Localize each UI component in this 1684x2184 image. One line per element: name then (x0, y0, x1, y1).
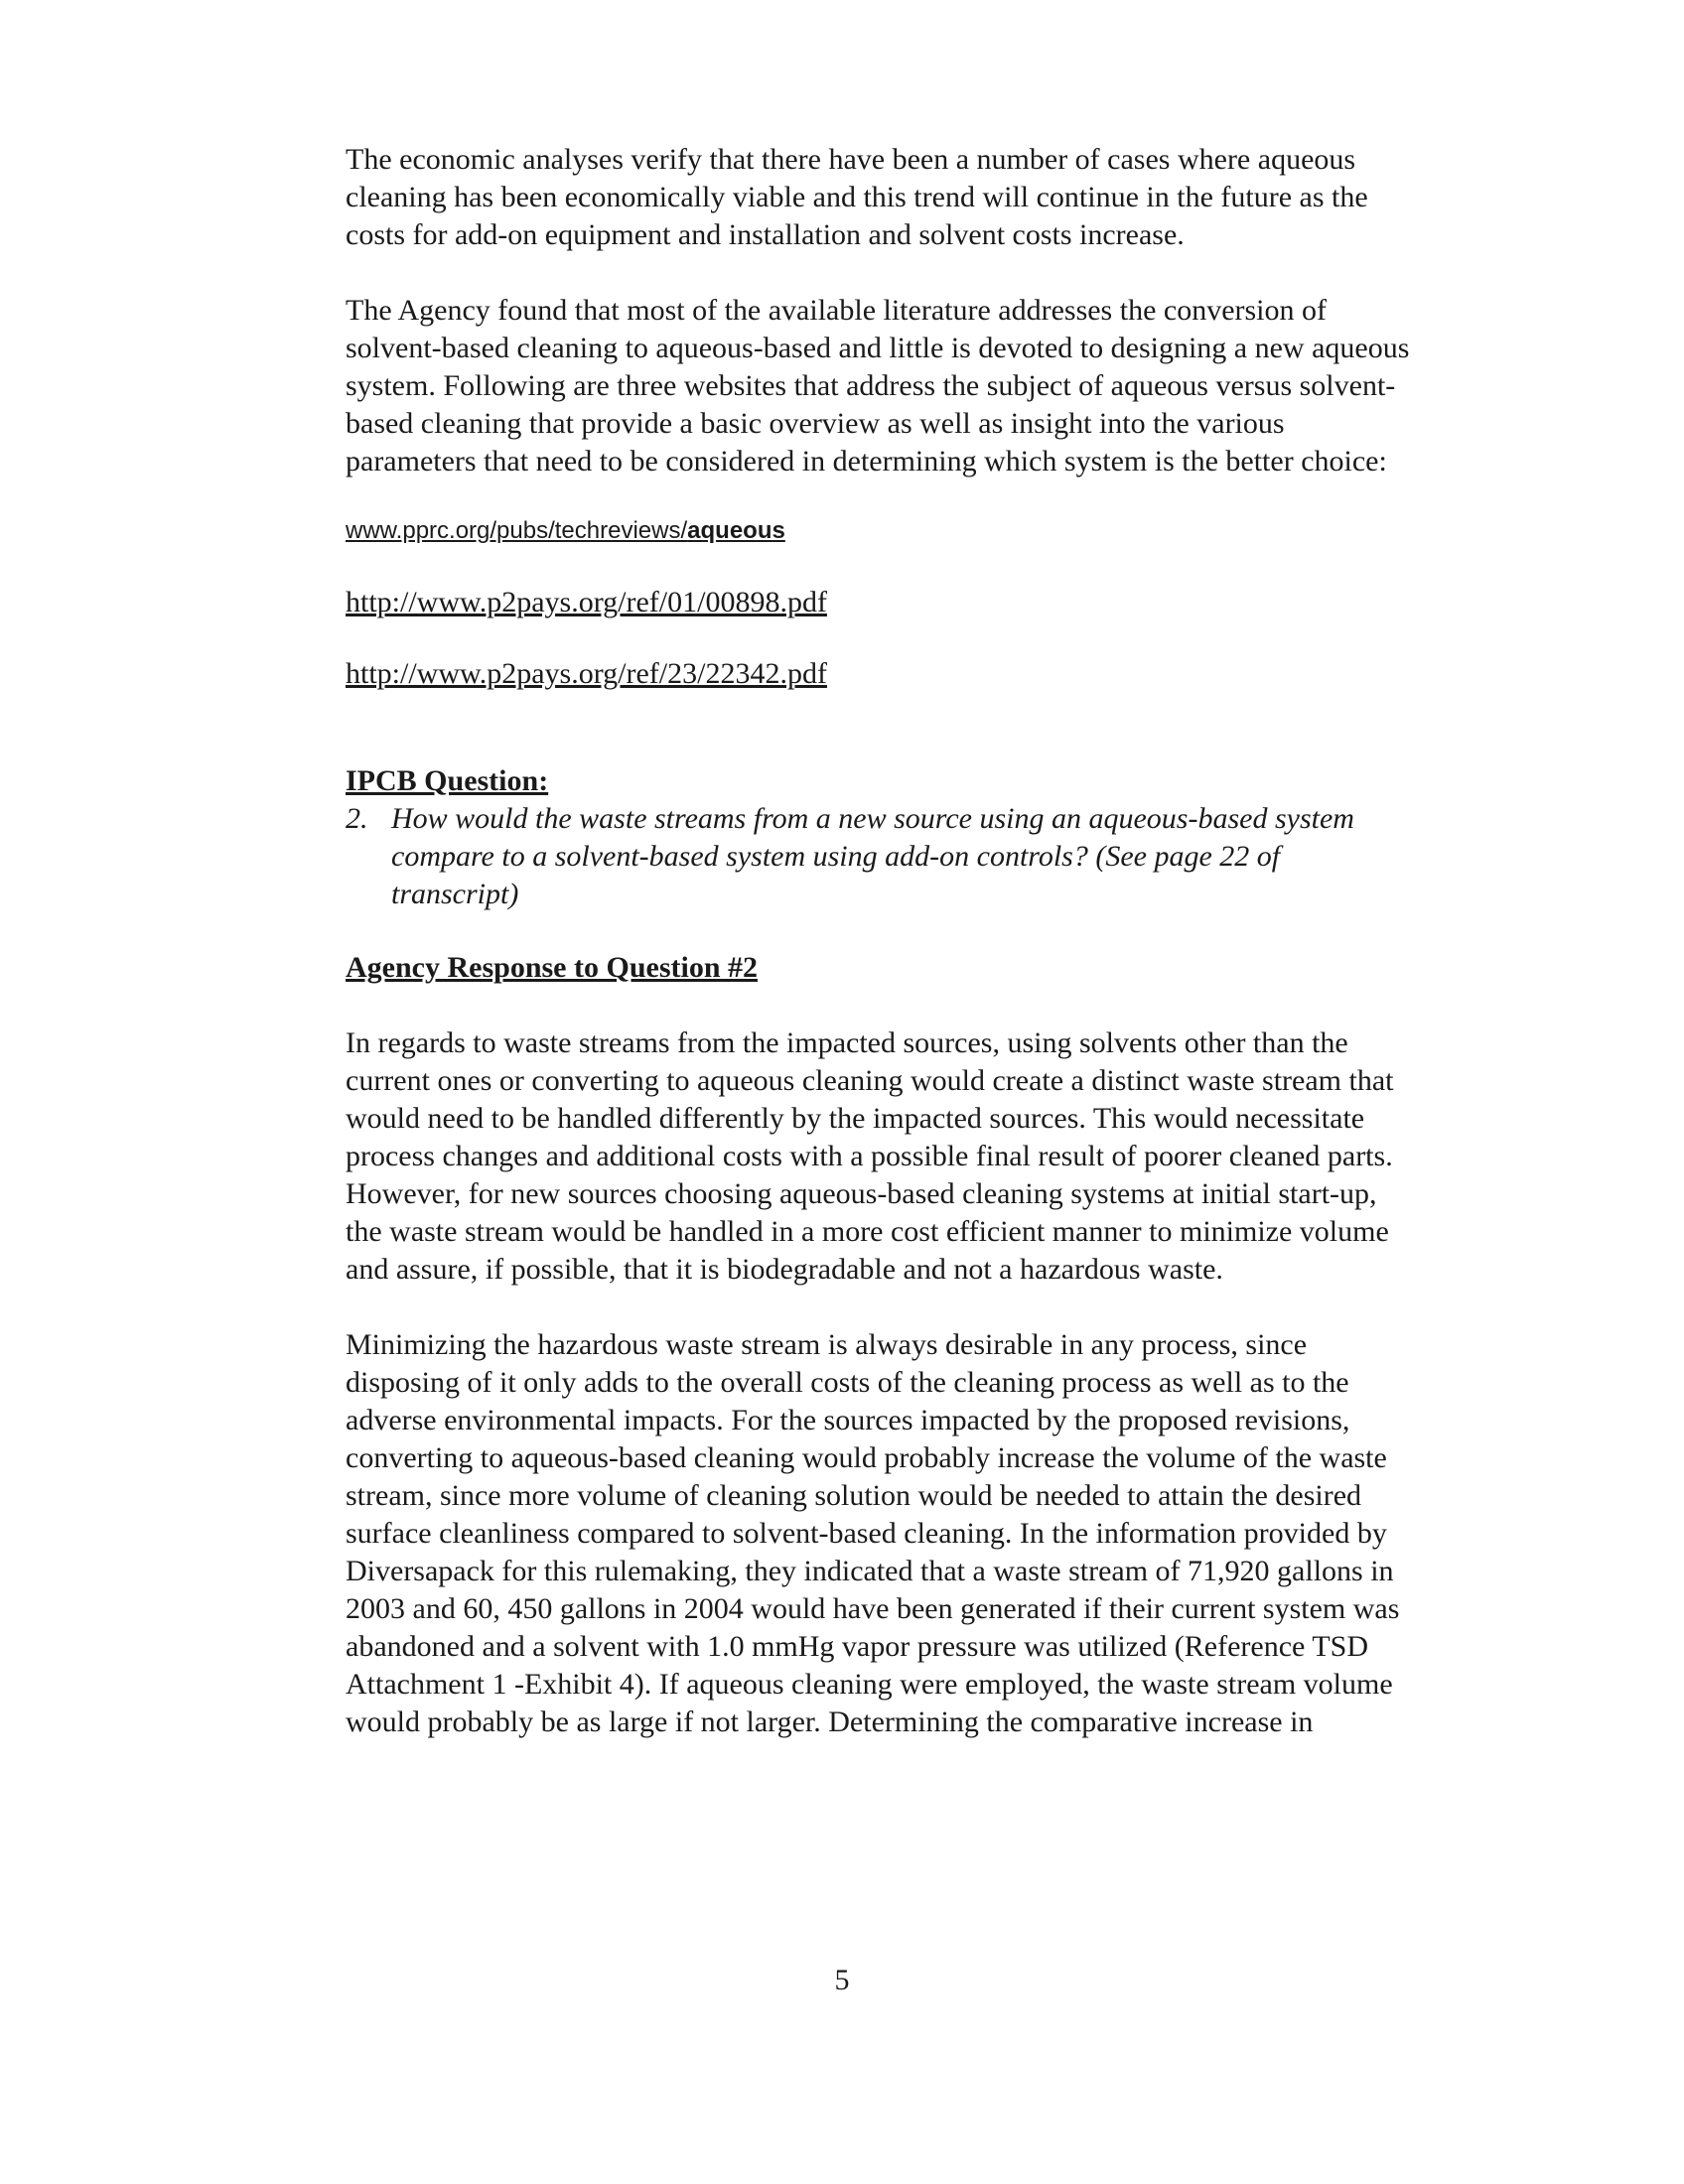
document-body (346, 141, 1418, 1741)
page-number: 5 (834, 1964, 850, 1996)
link-p2pays-00898[interactable]: http://www.p2pays.org/ref/01/00898.pdf (346, 586, 827, 618)
link-p2pays-22342[interactable]: http://www.p2pays.org/ref/23/22342.pdf (346, 657, 827, 690)
paragraph-minimizing-waste: Minimizing the hazardous waste stream is always desirable in any process, since disposing of it only adds to the overall costs of the cleaning process as well as to the adverse environmental impacts. For the sources impacted by the proposed revisions, converting to aqueous-based cleaning would probably increase the volume of the waste stream, since more volume of cleaning solution would be needed to attain the desired surface cleanliness compared to solvent-based cleaning. In the information provided by Diversapack for this rulemaking, they indicated that a waste stream of 71,920 gallons in 2003 and 60, 450 gallons in 2004 would have been generated if their current system was abandoned and a solvent with 1.0 mmHg vapor pressure was utilized (Reference TSD Attachment 1 -Exhibit 4). If aqueous cleaning were employed, the waste stream volume would probably be as large if not larger. Determining the comparative increase in (346, 1328, 1400, 1738)
link-pprc-prefix: www.pprc.org/pubs/techreviews/ (346, 517, 688, 544)
question-text: How would the waste streams from a new source using an aqueous-based system compare to a solvent-based system using add-on controls? (See page 22 of transcript) (391, 802, 1354, 910)
question-item (346, 800, 1418, 913)
link-pprc[interactable] (346, 512, 1418, 550)
paragraph-economic-analyses: The economic analyses verify that there have been a number of cases where aqueous cleaning has been economically viable and this trend will continue in the future as the costs for add-on equipment and installation and solvent costs increase. (346, 143, 1368, 251)
paragraph-waste-streams: In regards to waste streams from the impacted sources, using solvents other than the current ones or converting to aqueous cleaning would create a distinct waste stream that would need to be handled differently by the impacted sources. This would necessitate process changes and additional costs with a possible final result of poorer cleaned parts. However, for new sources choosing aqueous-based cleaning systems at initial start-up, the waste stream would be handled in a more cost efficient manner to minimize volume and assure, if possible, that it is biodegradable and not a hazardous waste. (346, 1026, 1394, 1286)
agency-response-heading: Agency Response to Question #2 (346, 951, 759, 984)
question-number: 2. (346, 802, 368, 835)
paragraph-agency-literature: The Agency found that most of the available literature addresses the conversion of solvent-based cleaning to aqueous-based and little is devoted to designing a new aqueous system. Following are three websites that address the subject of aqueous versus solvent-based cleaning that provide a basic overview as well as insight into the various parameters that need to be considered in determining which system is the better choice: (346, 294, 1410, 478)
ipcb-question-heading: IPCB Question: (346, 764, 549, 797)
link-pprc-bold: aqueous (687, 517, 785, 544)
